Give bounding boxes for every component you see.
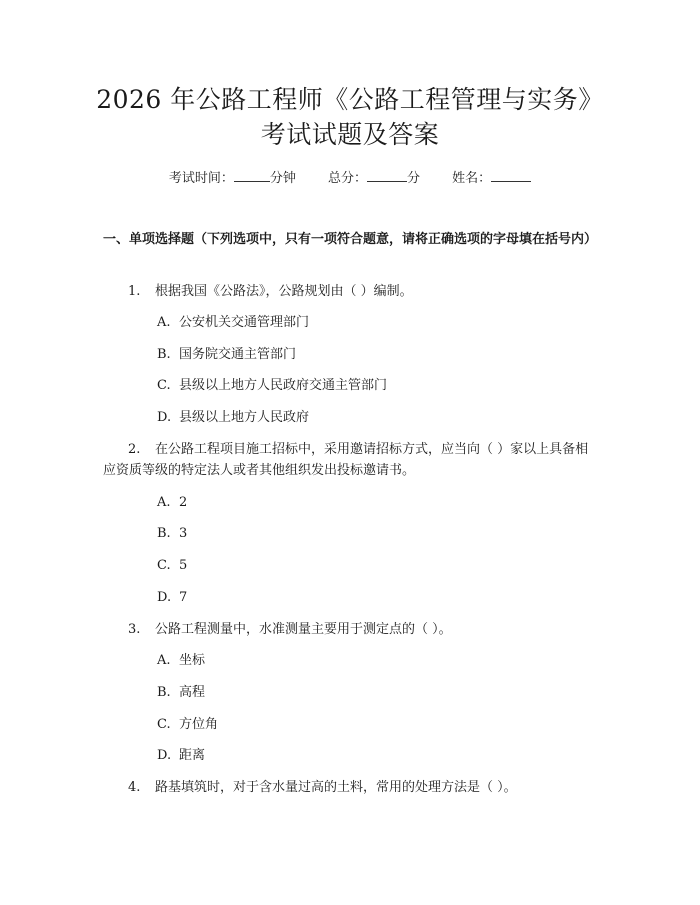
option-text: 县级以上地方人民政府交通主管部门 (179, 378, 388, 393)
option-text: 5 (179, 558, 188, 573)
option-letter: D. (157, 748, 172, 763)
exam-time-blank[interactable] (234, 169, 270, 182)
exam-title-line1: 2026 年公路工程师《公路工程管理与实务》 (96, 85, 604, 114)
question-text: 路基填筑时，对于含水量过高的土料，常用的处理方法是（ ）。 (155, 780, 517, 795)
option-letter: B. (157, 526, 171, 541)
question-number: 1. (128, 284, 141, 299)
option-text: 方位角 (179, 717, 219, 732)
option-text: 高程 (179, 685, 206, 700)
option-text: 坐标 (179, 653, 206, 668)
exam-name-field (452, 169, 531, 188)
exam-name-blank[interactable] (491, 169, 531, 182)
section-heading: 一、单项选择题（下列选项中，只有一项符合题意，请将正确选项的字母填在括号内） (103, 232, 598, 247)
option-letter: C. (157, 717, 171, 732)
exam-score-field (328, 169, 420, 188)
option-letter: D. (157, 410, 172, 425)
option-letter: A. (157, 653, 171, 668)
question-text: 根据我国《公路法》，公路规划由（ ）编制。 (155, 284, 413, 299)
option-text: 3 (179, 526, 188, 541)
option-letter: C. (157, 378, 171, 393)
exam-info-bar (0, 169, 700, 188)
exam-score-label: 总分： (327, 171, 367, 186)
question-1-option-c[interactable] (157, 376, 387, 396)
option-text: 国务院交通主管部门 (179, 347, 297, 362)
question-1 (103, 281, 593, 302)
question-3-option-b[interactable] (157, 683, 205, 703)
exam-time-unit: 分钟 (269, 171, 296, 186)
option-text: 7 (179, 590, 188, 605)
question-3-option-a[interactable] (157, 651, 205, 671)
exam-time-label: 考试时间： (168, 171, 234, 186)
option-text: 公安机关交通管理部门 (179, 315, 310, 330)
exam-score-blank[interactable] (367, 169, 407, 182)
question-2-option-b[interactable] (157, 524, 187, 544)
question-2 (103, 439, 593, 481)
option-letter: B. (157, 685, 171, 700)
exam-score-unit: 分 (407, 171, 421, 186)
question-4 (103, 777, 593, 798)
question-2-option-c[interactable] (157, 556, 187, 576)
question-1-option-d[interactable] (157, 408, 309, 428)
option-text: 距离 (179, 748, 206, 763)
question-2-option-a[interactable] (157, 493, 187, 513)
exam-name-label: 姓名： (452, 171, 492, 186)
exam-title-line2: 考试试题及答案 (260, 120, 440, 149)
question-3-option-d[interactable] (157, 746, 205, 766)
question-1-option-a[interactable] (157, 313, 309, 333)
option-letter: B. (157, 347, 171, 362)
question-1-option-b[interactable] (157, 345, 296, 365)
option-text: 2 (179, 495, 188, 510)
question-3 (103, 619, 593, 640)
question-2-option-d[interactable] (157, 588, 187, 608)
option-letter: A. (157, 495, 171, 510)
exam-time-field (169, 169, 296, 188)
question-number: 2. (128, 442, 141, 457)
question-number: 4. (128, 780, 141, 795)
option-text: 县级以上地方人民政府 (179, 410, 310, 425)
option-letter: D. (157, 590, 172, 605)
question-3-option-c[interactable] (157, 715, 218, 735)
question-number: 3. (128, 622, 141, 637)
option-letter: C. (157, 558, 171, 573)
question-text: 公路工程测量中，水准测量主要用于测定点的（ ）。 (155, 622, 452, 637)
question-text: 在公路工程项目施工招标中，采用邀请招标方式，应当向（ ）家以上具备相应资质等级的特定法人或者其他组织发出投标邀请书。 (103, 442, 589, 478)
option-letter: A. (157, 315, 171, 330)
